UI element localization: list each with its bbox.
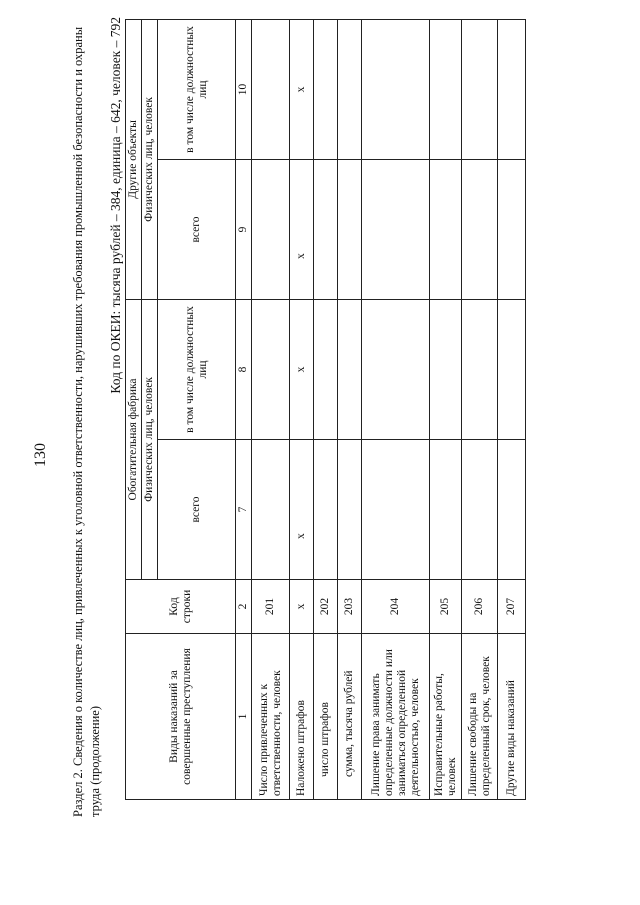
data-cell[interactable]	[314, 299, 338, 439]
data-cell[interactable]	[314, 19, 338, 159]
col-code-header: Код строки	[126, 580, 236, 634]
not-applicable-mark: х	[290, 19, 314, 159]
persons-header-2: Физических лиц, человек	[142, 19, 158, 299]
data-cell[interactable]	[498, 19, 526, 159]
data-cell[interactable]	[362, 159, 430, 299]
data-cell[interactable]	[362, 19, 430, 159]
data-cell[interactable]	[498, 299, 526, 439]
col-number: 7	[236, 440, 252, 580]
data-cell[interactable]	[314, 159, 338, 299]
persons-header-1: Физических лиц, человек	[142, 299, 158, 579]
col-number: 9	[236, 159, 252, 299]
data-cell[interactable]	[252, 440, 290, 580]
okei-code: Код по ОКЕИ: тысяча рублей – 384, единица – 642, человек – 792	[108, 17, 123, 394]
data-cell[interactable]	[252, 299, 290, 439]
data-cell[interactable]	[338, 440, 362, 580]
row-code: 204	[362, 580, 430, 634]
row-label: Лишение права занимать определенные должности или заниматься определенной деятельностью, человек	[362, 634, 430, 800]
table-row	[462, 19, 498, 799]
col-number: 8	[236, 299, 252, 439]
officials-header-1: в том числе должностных лиц	[158, 299, 236, 439]
data-cell[interactable]	[498, 440, 526, 580]
page-number: 130	[32, 443, 49, 467]
data-cell[interactable]	[430, 299, 462, 439]
row-code: 202	[314, 580, 338, 634]
row-label: Другие виды наказаний	[498, 634, 526, 800]
col-number: 10	[236, 19, 252, 159]
row-code: 203	[338, 580, 362, 634]
data-cell[interactable]	[362, 299, 430, 439]
group-header-2: Другие объекты	[126, 19, 142, 299]
row-label: Исправительные работы, человек	[430, 634, 462, 800]
data-cell[interactable]	[338, 299, 362, 439]
row-code: 205	[430, 580, 462, 634]
data-cell[interactable]	[338, 19, 362, 159]
data-cell[interactable]	[314, 440, 338, 580]
row-code: х	[290, 580, 314, 634]
column-number-row	[236, 19, 252, 799]
col-type-header: Виды наказаний за совершенные преступления	[126, 634, 236, 800]
row-label: число штрафов	[314, 634, 338, 800]
data-cell[interactable]	[430, 440, 462, 580]
data-cell[interactable]	[252, 159, 290, 299]
officials-header-2: в том числе должностных лиц	[158, 19, 236, 159]
col-number: 2	[236, 580, 252, 634]
row-label: Наложено штрафов	[290, 634, 314, 800]
data-cell[interactable]	[462, 440, 498, 580]
table-row	[362, 19, 430, 799]
data-cell[interactable]	[462, 19, 498, 159]
row-code: 206	[462, 580, 498, 634]
data-cell[interactable]	[252, 19, 290, 159]
header-row-1	[126, 19, 142, 799]
total-header-2: всего	[158, 159, 236, 299]
data-cell[interactable]	[338, 159, 362, 299]
data-cell[interactable]	[462, 299, 498, 439]
data-cell[interactable]	[462, 159, 498, 299]
row-label: сумма, тысяча рублей	[338, 634, 362, 800]
group-header-1: Обогатительная фабрика	[126, 299, 142, 579]
section-heading: Раздел 2. Сведения о количестве лиц, привлеченных к уголовной ответственности, нарушивших требования промышленной безопасности и охраны труда (продолжение)	[71, 26, 102, 817]
col-number: 1	[236, 634, 252, 800]
data-cell[interactable]	[430, 19, 462, 159]
not-applicable-mark: х	[290, 159, 314, 299]
row-code: 201	[252, 580, 290, 634]
not-applicable-mark: х	[290, 299, 314, 439]
data-cell[interactable]	[498, 159, 526, 299]
row-label: Число привлеченных к ответственности, человек	[252, 634, 290, 800]
report-table	[125, 19, 526, 800]
row-code: 207	[498, 580, 526, 634]
not-applicable-mark: х	[290, 440, 314, 580]
table-row	[430, 19, 462, 799]
table-row	[338, 19, 362, 799]
data-cell[interactable]	[430, 159, 462, 299]
table-row	[252, 19, 290, 799]
table-row	[498, 19, 526, 799]
row-label: Лишение свободы на определенный срок, человек	[462, 634, 498, 800]
table-row	[314, 19, 338, 799]
table-row	[290, 19, 314, 799]
total-header-1: всего	[158, 440, 236, 580]
data-cell[interactable]	[362, 440, 430, 580]
